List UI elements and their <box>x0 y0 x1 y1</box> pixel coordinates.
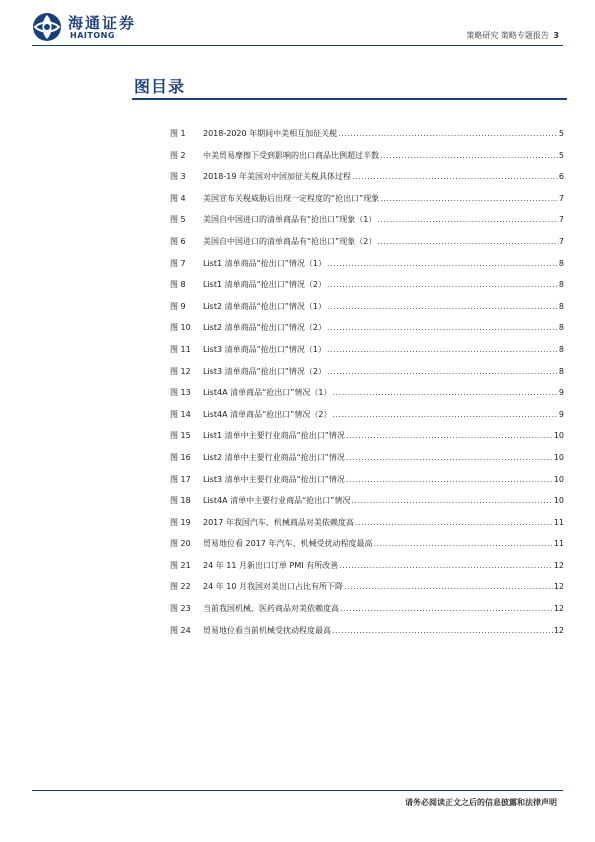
toc-page-number: 5 <box>558 129 564 138</box>
toc-leader-dots <box>346 475 553 484</box>
toc-entry[interactable] <box>170 474 564 496</box>
toc-entry[interactable] <box>170 258 564 280</box>
report-header <box>466 30 559 41</box>
company-logo <box>32 10 152 46</box>
toc-figure-title: List1 清单中主要行业商品“抢出口”情况 <box>203 431 345 441</box>
report-type: 策略研究 策略专题报告 <box>466 31 549 40</box>
toc-leader-dots <box>339 561 553 570</box>
toc-leader-dots <box>327 280 558 289</box>
toc-page-number: 12 <box>553 582 564 592</box>
toc-page-number: 9 <box>558 409 564 419</box>
toc-entry[interactable] <box>170 171 564 193</box>
toc-figure-number: 图 17 <box>170 474 191 484</box>
toc-figure-title: 贸易地位看 2017 年汽车、机械受扰动程度最高 <box>203 539 373 549</box>
toc-figure-title: List4A 清单中主要行业商品“抢出口”情况 <box>203 496 351 506</box>
toc-entry[interactable] <box>170 625 564 647</box>
toc-figure-title: 2018-19 年美国对中国加征关税具体过程 <box>203 172 351 182</box>
toc-entry[interactable] <box>170 322 564 344</box>
toc-page-number: 6 <box>558 172 564 182</box>
toc-figure-number: 图 18 <box>170 496 191 506</box>
toc-leader-dots <box>340 604 553 613</box>
toc-page-number: 7 <box>558 236 564 246</box>
logo-english-name: HAITONG <box>70 31 115 40</box>
toc-figure-title: 当前我国机械、医药商品对美依赖度高 <box>203 604 339 614</box>
toc-leader-dots <box>327 323 558 332</box>
toc-figure-number: 图 21 <box>170 560 191 570</box>
toc-figure-title: List3 清单中主要行业商品“抢出口”情况 <box>203 474 345 484</box>
toc-figure-number: 图 10 <box>170 323 191 333</box>
toc-page-number: 8 <box>558 323 564 333</box>
toc-page-number: 7 <box>558 215 564 225</box>
haitong-logo-icon <box>32 12 62 42</box>
toc-entry[interactable] <box>170 560 564 582</box>
toc-figure-title: 美国自中国进口的清单商品有“抢出口”现象（2） <box>203 236 377 246</box>
logo-chinese-name: 海通证券 <box>68 14 137 32</box>
toc-page-number: 10 <box>553 431 564 441</box>
toc-figure-title: List1 清单商品“抢出口”情况（1） <box>203 258 326 268</box>
toc-figure-number: 图 5 <box>170 215 186 225</box>
toc-entry[interactable] <box>170 214 564 236</box>
page-title: 图目录 <box>134 77 186 96</box>
toc-leader-dots <box>351 496 552 505</box>
toc-figure-title: 2017 年我国汽车、机械商品对美依赖度高 <box>203 517 354 527</box>
toc-leader-dots <box>377 215 558 224</box>
toc-page-number: 11 <box>553 539 564 549</box>
toc-figure-number: 图 20 <box>170 539 191 549</box>
toc-leader-dots <box>346 453 553 462</box>
toc-page-number: 9 <box>558 388 564 398</box>
toc-figure-title: List4A 清单商品“抢出口”情况（2） <box>203 409 332 419</box>
toc-leader-dots <box>346 431 553 440</box>
toc-figure-title: 24 年 11 月新出口订单 PMI 有所改善 <box>203 560 339 570</box>
toc-leader-dots <box>355 518 553 527</box>
footer-divider <box>32 790 563 791</box>
toc-figure-number: 图 12 <box>170 366 191 376</box>
toc-entry[interactable] <box>170 301 564 323</box>
toc-figure-number: 图 9 <box>170 301 186 311</box>
toc-leader-dots <box>332 410 557 419</box>
toc-leader-dots <box>327 345 558 354</box>
toc-entry[interactable] <box>170 193 564 215</box>
toc-page-number: 10 <box>553 496 564 506</box>
toc-figure-title: List3 清单商品“抢出口”情况（2） <box>203 366 326 376</box>
toc-entry[interactable] <box>170 236 564 258</box>
toc-page-number: 12 <box>553 625 564 635</box>
toc-page-number: 8 <box>558 366 564 376</box>
toc-entry[interactable] <box>170 128 564 150</box>
toc-figure-number: 图 2 <box>170 150 186 160</box>
toc-figure-number: 图 1 <box>170 129 186 138</box>
toc-figure-title: 2018-2020 年期间中美相互加征关税 <box>203 129 338 138</box>
toc-figure-number: 图 3 <box>170 172 186 182</box>
toc-leader-dots <box>344 582 553 591</box>
toc-figure-number: 图 13 <box>170 388 191 398</box>
toc-figure-number: 图 24 <box>170 625 191 635</box>
toc-leader-dots <box>338 129 558 138</box>
toc-leader-dots <box>380 194 558 203</box>
page-number: 3 <box>553 31 559 40</box>
toc-figure-title: 24 年 10 月我国对美出口占比有所下降 <box>203 582 343 592</box>
toc-figure-title: List2 清单商品“抢出口”情况（2） <box>203 323 326 333</box>
toc-entry[interactable] <box>170 517 564 539</box>
toc-leader-dots <box>327 367 558 376</box>
toc-figure-number: 图 6 <box>170 236 186 246</box>
toc-figure-number: 图 22 <box>170 582 191 592</box>
toc-figure-title: List2 清单中主要行业商品“抢出口”情况 <box>203 452 345 462</box>
toc-figure-title: List2 清单商品“抢出口”情况（1） <box>203 301 326 311</box>
toc-figure-title: 美国宣布关税威胁后出现一定程度的“抢出口”现象 <box>203 193 380 203</box>
toc-entry[interactable] <box>170 387 564 409</box>
toc-figure-number: 图 19 <box>170 517 191 527</box>
header-divider <box>32 45 563 46</box>
toc-figure-title: List1 清单商品“抢出口”情况（2） <box>203 280 326 290</box>
toc-figure-number: 图 11 <box>170 344 191 354</box>
toc-page-number: 11 <box>553 517 564 527</box>
toc-figure-number: 图 15 <box>170 431 191 441</box>
toc-leader-dots <box>373 539 552 548</box>
toc-leader-dots <box>327 259 558 268</box>
toc-figure-title: List3 清单商品“抢出口”情况（1） <box>203 344 326 354</box>
toc-page-number: 12 <box>553 604 564 614</box>
toc-figure-title: 贸易地位看当前机械受扰动程度最高 <box>203 625 331 635</box>
toc-page-number: 8 <box>558 344 564 354</box>
toc-figure-title: List4A 清单商品“抢出口”情况（1） <box>203 388 332 398</box>
toc-leader-dots <box>377 237 558 246</box>
toc-figure-title: 中美贸易摩擦下受到影响的出口商品比例超过半数 <box>203 150 379 160</box>
title-divider <box>132 98 567 100</box>
toc-page-number: 7 <box>558 193 564 203</box>
toc-leader-dots <box>332 388 557 397</box>
toc-leader-dots <box>327 302 558 311</box>
toc-figure-number: 图 4 <box>170 193 186 203</box>
toc-page-number: 10 <box>553 452 564 462</box>
toc-figure-number: 图 23 <box>170 604 191 614</box>
toc-entry[interactable] <box>170 344 564 366</box>
toc-entry[interactable] <box>170 603 564 625</box>
figure-list <box>170 128 564 646</box>
toc-entry[interactable] <box>170 538 564 560</box>
toc-page-number: 8 <box>558 258 564 268</box>
toc-figure-number: 图 7 <box>170 258 186 268</box>
toc-leader-dots <box>380 151 558 160</box>
toc-figure-number: 图 8 <box>170 280 186 290</box>
toc-entry[interactable] <box>170 366 564 388</box>
toc-page-number: 10 <box>553 474 564 484</box>
toc-leader-dots <box>332 626 553 635</box>
toc-entry[interactable] <box>170 452 564 474</box>
toc-entry[interactable] <box>170 409 564 431</box>
toc-figure-number: 图 16 <box>170 452 191 462</box>
toc-entry[interactable] <box>170 430 564 452</box>
toc-entry[interactable] <box>170 581 564 603</box>
toc-page-number: 5 <box>558 150 564 160</box>
toc-figure-number: 图 14 <box>170 409 191 419</box>
toc-entry[interactable] <box>170 150 564 172</box>
toc-entry[interactable] <box>170 495 564 517</box>
toc-entry[interactable] <box>170 279 564 301</box>
toc-leader-dots <box>352 172 558 181</box>
toc-page-number: 8 <box>558 301 564 311</box>
toc-page-number: 8 <box>558 280 564 290</box>
toc-figure-title: 美国自中国进口的清单商品有“抢出口”现象（1） <box>203 215 377 225</box>
footer-disclaimer: 请务必阅读正文之后的信息披露和法律声明 <box>405 798 557 807</box>
toc-page-number: 12 <box>553 560 564 570</box>
